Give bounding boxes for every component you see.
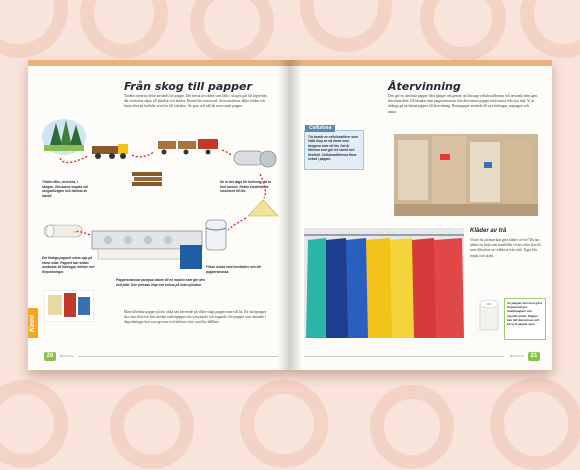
- bottom-text: Man tillverkar papper på lite olika sätt beroende på vilket slags papper man vill ha. Ett skrivpapper ska vara slätt och fint, medan toalettpapper ska vara mjukt och sugande. Det papper som används i dagstidningar kan vara grovare och behöver inte vara lika hållbart.: [124, 310, 267, 325]
- background-pattern: [240, 380, 328, 468]
- background-pattern: [0, 0, 68, 58]
- subhead-clothes: Kläder av trä: [470, 228, 507, 234]
- page-title: Från skog till papper: [124, 80, 252, 93]
- background-pattern: [110, 385, 194, 469]
- left-page: [28, 60, 290, 370]
- caption-paper-machine: Det färdiga pappret rullas upp på stora rullar. Pappret kan sedan användas till tidningar, böcker och förpackningar.: [42, 256, 95, 274]
- caption-trees: Träden fälls, avverkas, i skogen. Stockarna staplas vid skogsbilvägen och hämtas av lastbil.: [42, 180, 88, 198]
- footer-label-left: BIOLOGI: [60, 354, 75, 358]
- background-pattern: [420, 0, 506, 61]
- background-pattern: [190, 0, 274, 64]
- footer-divider: [78, 356, 278, 357]
- footer-divider: [304, 356, 504, 357]
- fact-box: [304, 125, 364, 170]
- background-pattern: [520, 0, 580, 58]
- book-spread: [28, 60, 552, 370]
- background-pattern: [370, 385, 454, 469]
- book-gutter: [278, 60, 302, 370]
- intro-text: Den gör ett använda papper flera gånger om genom att låta upp cellulosafibrerna och använda dem igen, återvinna dem. Då blandar man pappersmassan från återvunnet papper med massa från nya träd. Vi är duktiga på att lämna papper till återvinning. Returpapper används till nya tidningar, toapapper och annat.: [388, 94, 538, 114]
- paper-products-caption: Av papper kan man göra förpackningar, toalettpapper och mycket annat. Papper kan lätt återvinnas och bli nytt papper igen.: [507, 301, 543, 327]
- recycled-paper-photo: [394, 134, 538, 216]
- page-number-left: 20: [44, 352, 56, 361]
- page-top-band: [290, 60, 552, 66]
- page-number-right: 21: [528, 352, 540, 361]
- paper-products-photo: [44, 290, 94, 322]
- paper-products-box: [504, 298, 546, 340]
- background-pattern: [80, 0, 168, 58]
- clothes-text: Visste du att man kan göra kläder av trä? Du har säkert en tröja som innehåller viskos eller lyocell, som tillverkas av cellulosa från träd. Tyget blir mjukt och skönt.: [470, 238, 542, 258]
- caption-chips: Nu är det dags för barkning, att ta bort barken. Sedan sönderdelas stockarna till flis.: [220, 180, 272, 194]
- intro-text: Trädens innersta delar används för papper. Det mesta av träden som fälls i skogen går till sågverket, där stockarna sågas till plankor och brädor. Resten blir massaved. Stora maskiner fäller träden och lastar dem på lastbilar som kör till fabriken. Av gran och tall får man starkt papper.: [124, 94, 268, 109]
- subject-tab: Kemi: [28, 308, 38, 338]
- fact-box-title: Cellulosa: [305, 125, 335, 132]
- toilet-paper-photo: [474, 296, 504, 336]
- background-pattern: [490, 378, 580, 470]
- caption-pulp: Flisen kokas med kemikalier och blir pappersmassa.: [206, 265, 262, 274]
- footer-label-right: BIOLOGI: [510, 354, 525, 358]
- fact-box-text: Trä består av cellulosafibrer som hålls ihop av ett ämne som fungerar som ett lim. Det är fibrerna som gör trä starkt och flexibelt. Cellulosafibrerna finns också i papper.: [308, 135, 358, 162]
- right-page: [290, 60, 552, 370]
- background-pattern: [300, 0, 392, 52]
- background-pattern: [0, 380, 68, 468]
- page-title: Återvinning: [388, 80, 461, 93]
- clothes-photo: [304, 228, 464, 338]
- caption-machine: Pappersmassan pumpas vidare till en maskin som gör den helt platt. Den pressas ihop och torkas på heta cylindrar.: [116, 278, 205, 287]
